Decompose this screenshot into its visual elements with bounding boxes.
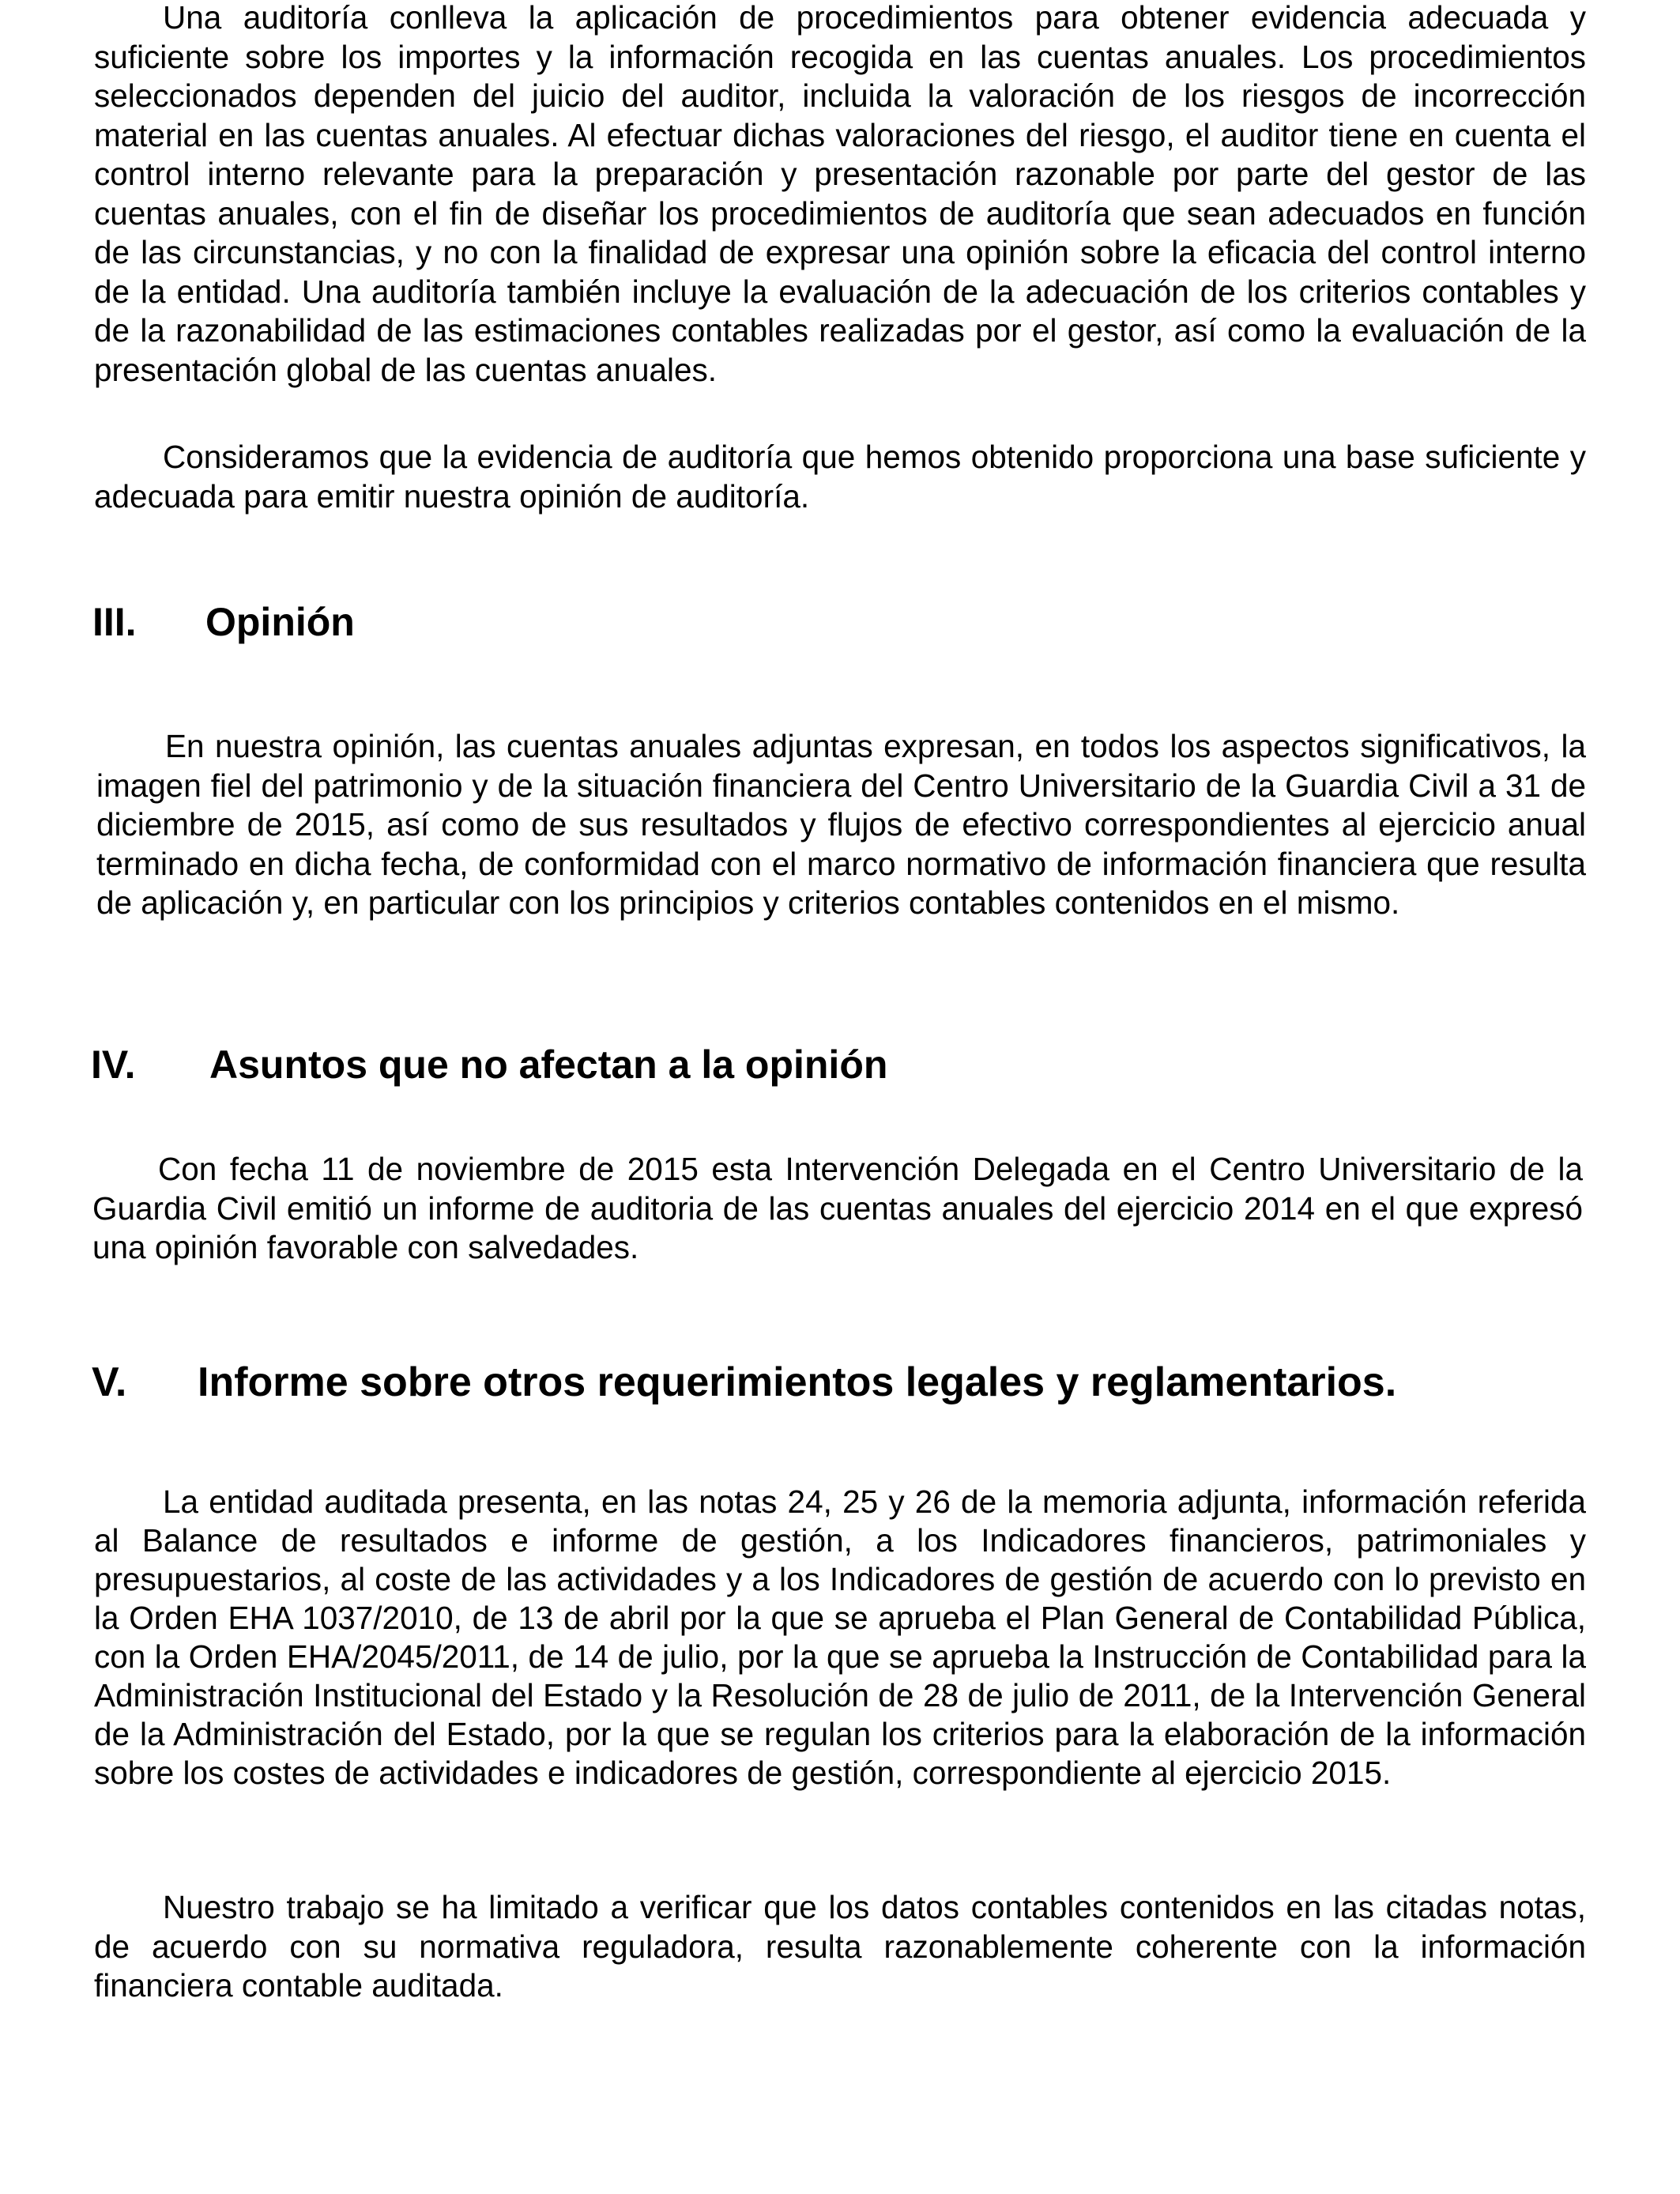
paragraph-audit-evidence: Consideramos que la evidencia de auditoría que hemos obtenido proporciona una base suficiente y adecuada para emitir nuestra opinión de auditoría. <box>94 439 1586 515</box>
paragraph-work-scope: Nuestro trabajo se ha limitado a verificar que los datos contables contenidos en las citadas notas, de acuerdo con su normativa reguladora, resulta razonablemente coherente con la información financiera contable auditada. <box>94 1889 1586 2004</box>
section-number: IV. <box>91 1042 136 1087</box>
section-heading-opinion <box>92 598 883 646</box>
paragraph-audit-procedures: Una auditoría conlleva la aplicación de procedimientos para obtener evidencia adecuada y suficiente sobre los importes y la información recogida en las cuentas anuales. Los procedimientos seleccionados dependen del juicio del auditor, incluida la valoración de los riesgos de incorrección material en las cuentas anuales. Al efectuar dichas valoraciones del riesgo, el auditor tiene en cuenta el control interno relevante para la preparación y presentación razonable por parte del gestor de las cuentas anuales, con el fin de diseñar los procedimientos de auditoría que sean adecuados en función de las circunstancias, y no con la finalidad de expresar una opinión sobre la eficacia del control interno de la entidad. Una auditoría también incluye la evaluación de la adecuación de los criterios contables y de la razonabilidad de las estimaciones contables realizadas por el gestor, así como la evaluación de la presentación global de las cuentas anuales. <box>94 0 1586 388</box>
section-number: III. <box>92 600 137 644</box>
paragraph-opinion: En nuestra opinión, las cuentas anuales adjuntas expresan, en todos los aspectos significativos, la imagen fiel del patrimonio y de la situación financiera del Centro Universitario de la Guardia Civil a 31 de diciembre de 2015, así como de sus resultados y flujos de efectivo correspondientes al ejercicio anual terminado en dicha fecha, de conformidad con el marco normativo de información financiera que resulta de aplicación y, en particular con los principios y criterios contables contenidos en el mismo. <box>96 728 1586 921</box>
paragraph-entity-notes: La entidad auditada presenta, en las notas 24, 25 y 26 de la memoria adjunta, información referida al Balance de resultados e informe de gestión, a los Indicadores financieros, patrimoniales y presupuestarios, al coste de las actividades y a los Indicadores de gestión de acuerdo con lo previsto en la Orden EHA 1037/2010, de 13 de abril por la que se aprueba el Plan General de Contabilidad Pública, con la Orden EHA/2045/2011, de 14 de julio, por la que se aprueba la Instrucción de Contabilidad para la Administración Institucional del Estado y la Resolución de 28 de julio de 2011, de la Intervención General de la Administración del Estado, por la que se regulan los criterios para la elaboración de la información sobre los costes de actividades e indicadores de gestión, correspondiente al ejercicio 2015. <box>94 1483 1586 1791</box>
section-title: Informe sobre otros requerimientos legales y reglamentarios. <box>198 1359 1397 1405</box>
section-title: Opinión <box>205 600 355 644</box>
paragraph-prior-report: Con fecha 11 de noviembre de 2015 esta Intervención Delegada en el Centro Universitario de la Guardia Civil emitió un informe de auditoria de las cuentas anuales del ejercicio 2014 en el que expresó una opinión favorable con salvedades. <box>92 1151 1583 1265</box>
section-title: Asuntos que no afectan a la opinión <box>209 1042 888 1087</box>
section-heading-legal-requirements <box>92 1358 1593 1407</box>
section-number: V. <box>92 1359 127 1405</box>
section-heading-matters <box>91 1041 1276 1088</box>
